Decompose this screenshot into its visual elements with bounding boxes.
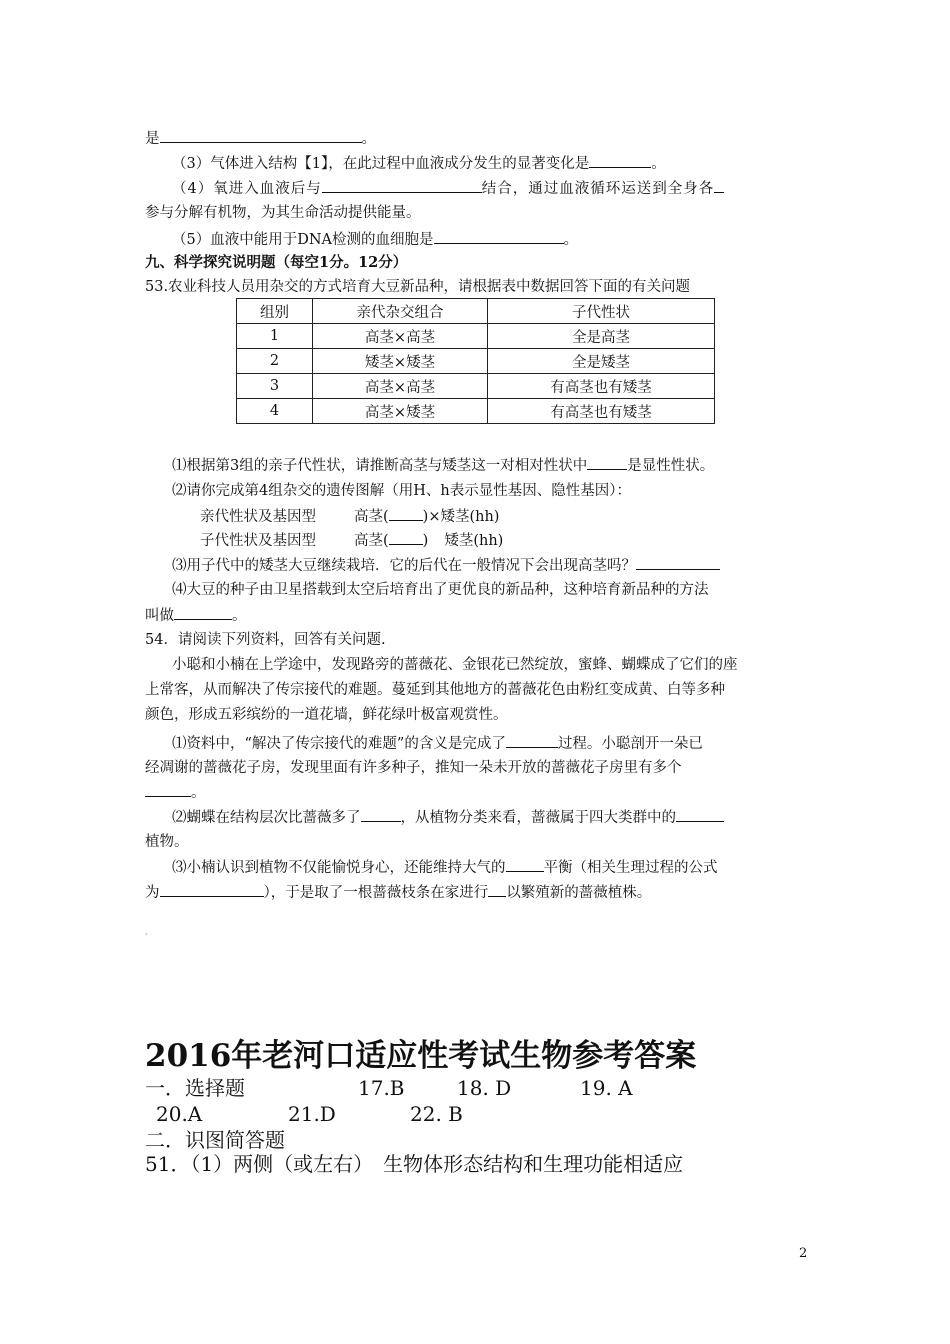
q53-table	[236, 298, 715, 424]
table-cell: 全是高茎	[488, 324, 715, 349]
answers-title: 2016年老河口适应性考试生物参考答案	[145, 1038, 697, 1074]
q53-part4-cont: 叫做 。	[145, 605, 247, 626]
q54-part3-cont: 为 ），于是取了一根蔷薇枝条在家进行 以繁殖新的蔷薇植株。	[145, 882, 651, 903]
answer-51: 51．（1）两侧（或左右） 生物体形态结构和生理功能相适应	[145, 1152, 684, 1176]
table-cell: 1	[237, 324, 313, 349]
q52-part3: （3）气体进入结构【1】，在此过程中血液成分发生的显著变化是 。	[172, 153, 666, 174]
blank	[434, 229, 564, 244]
answer-18: 18. D	[457, 1076, 512, 1100]
q53-part3: ⑶用子代中的矮茎大豆继续栽培．它的后代在一般情况下会出现高茎吗？	[172, 555, 720, 576]
table-cell: 有高茎也有矮茎	[488, 399, 715, 424]
blank	[322, 178, 482, 193]
table-cell: 高茎×高茎	[313, 324, 488, 349]
table-header: 组别	[237, 299, 313, 324]
blank	[488, 882, 506, 897]
blank	[145, 782, 191, 797]
table-cell: 高茎×矮茎	[313, 399, 488, 424]
blank	[676, 807, 724, 822]
table-cell: 矮茎×矮茎	[313, 349, 488, 374]
table-header-row	[237, 299, 715, 324]
q54-para-line: 小聪和小楠在上学途中，发现路旁的蔷薇花、金银花已然绽放，蜜蜂、蝴蝶成了它们的座	[172, 657, 738, 673]
q52-part5: （5）血液中能用于DNA检测的血细胞是 。	[172, 229, 578, 250]
q53-part2-parent: 亲代性状及基因型 高茎( )×矮茎(hh)	[200, 506, 499, 527]
answer-21: 21.D	[288, 1102, 336, 1126]
q54-part1: ⑴资料中，“解决了传宗接代的难题”的含义是完成了 过程。小聪剖开一朵已	[172, 733, 703, 754]
q53-part1: ⑴根据第3组的亲子代性状，请推断高茎与矮茎这一对相对性状中 是显性性状。	[172, 455, 714, 476]
section9-title: 九、科学探究说明题（每空1分。12分）	[145, 254, 408, 271]
blank	[587, 455, 627, 470]
q53-part2-offspring: 子代性状及基因型 高茎( ) 矮茎(hh)	[200, 530, 503, 551]
q53-part4: ⑷大豆的种子由卫星搭载到太空后培育出了更优良的新品种，这种培育新品种的方法	[172, 582, 709, 598]
table-row	[237, 399, 715, 424]
table-cell: 有高茎也有矮茎	[488, 374, 715, 399]
answer-22: 22. B	[410, 1102, 463, 1126]
table-header: 子代性状	[488, 299, 715, 324]
table-header: 亲代杂交组合	[313, 299, 488, 324]
q52-line1: 是 。	[145, 128, 376, 149]
q54-part2: ⑵蝴蝶在结构层次比蔷薇多了 ，从植物分类来看，蔷薇属于四大类群中的	[172, 807, 724, 828]
blank	[361, 807, 401, 822]
q54-part1-cont: 经凋谢的蔷薇花子房，发现里面有许多种子，推知一朵未开放的蔷薇花子房里有多个	[145, 760, 682, 776]
blank	[636, 555, 720, 570]
table-cell: 3	[237, 374, 313, 399]
q53-intro: 53.农业科技人员用杂交的方式培育大豆新品种，请根据表中数据回答下面的有关问题	[145, 279, 691, 295]
blank	[389, 506, 423, 521]
blank	[160, 882, 264, 897]
blank	[714, 178, 724, 193]
blank	[506, 857, 544, 872]
table-cell: 4	[237, 399, 313, 424]
table-cell: 全是矮茎	[488, 349, 715, 374]
table-cell: 高茎×高茎	[313, 374, 488, 399]
blank	[174, 605, 232, 620]
stray-mark: '	[145, 932, 148, 941]
answers-sec2: 二．识图简答题	[145, 1128, 285, 1152]
q54-para-line: 上常客，从而解决了传宗接代的难题。蔓延到其他地方的蔷薇花色由粉红变成黄、白等多种	[145, 682, 725, 698]
answer-17: 17.B	[358, 1076, 405, 1100]
table-row	[237, 349, 715, 374]
table-cell: 2	[237, 349, 313, 374]
blank	[589, 153, 651, 168]
q52-part4-cont: 参与分解有机物，为其生命活动提供能量。	[145, 205, 421, 221]
q54-intro: 54．请阅读下列资料，回答有关问题.	[145, 632, 386, 648]
q54-part1-blank: 。	[145, 782, 206, 803]
q52-part4: （4）氧进入血液后与 结合，通过血液循环运送到全身各	[172, 178, 724, 199]
table-row	[237, 374, 715, 399]
blank	[506, 733, 558, 748]
q53-part2: ⑵请你完成第4组杂交的遗传图解（用H、h表示显性基因、隐性基因）：	[172, 483, 631, 499]
page-number: 2	[799, 1246, 808, 1261]
answer-20: 20.A	[156, 1102, 203, 1126]
answers-sec1: 一．选择题	[145, 1076, 245, 1100]
answer-19: 19. A	[580, 1076, 633, 1100]
q54-part2-cont: 植物。	[145, 834, 189, 850]
table-row	[237, 324, 715, 349]
blank	[160, 128, 362, 143]
q54-para-line: 颜色，形成五彩缤纷的一道花墙，鲜花绿叶极富观赏性。	[145, 707, 508, 723]
q54-part3: ⑶小楠认识到植物不仅能愉悦身心，还能维持大气的 平衡（相关生理过程的公式	[172, 857, 718, 878]
blank	[389, 530, 423, 545]
